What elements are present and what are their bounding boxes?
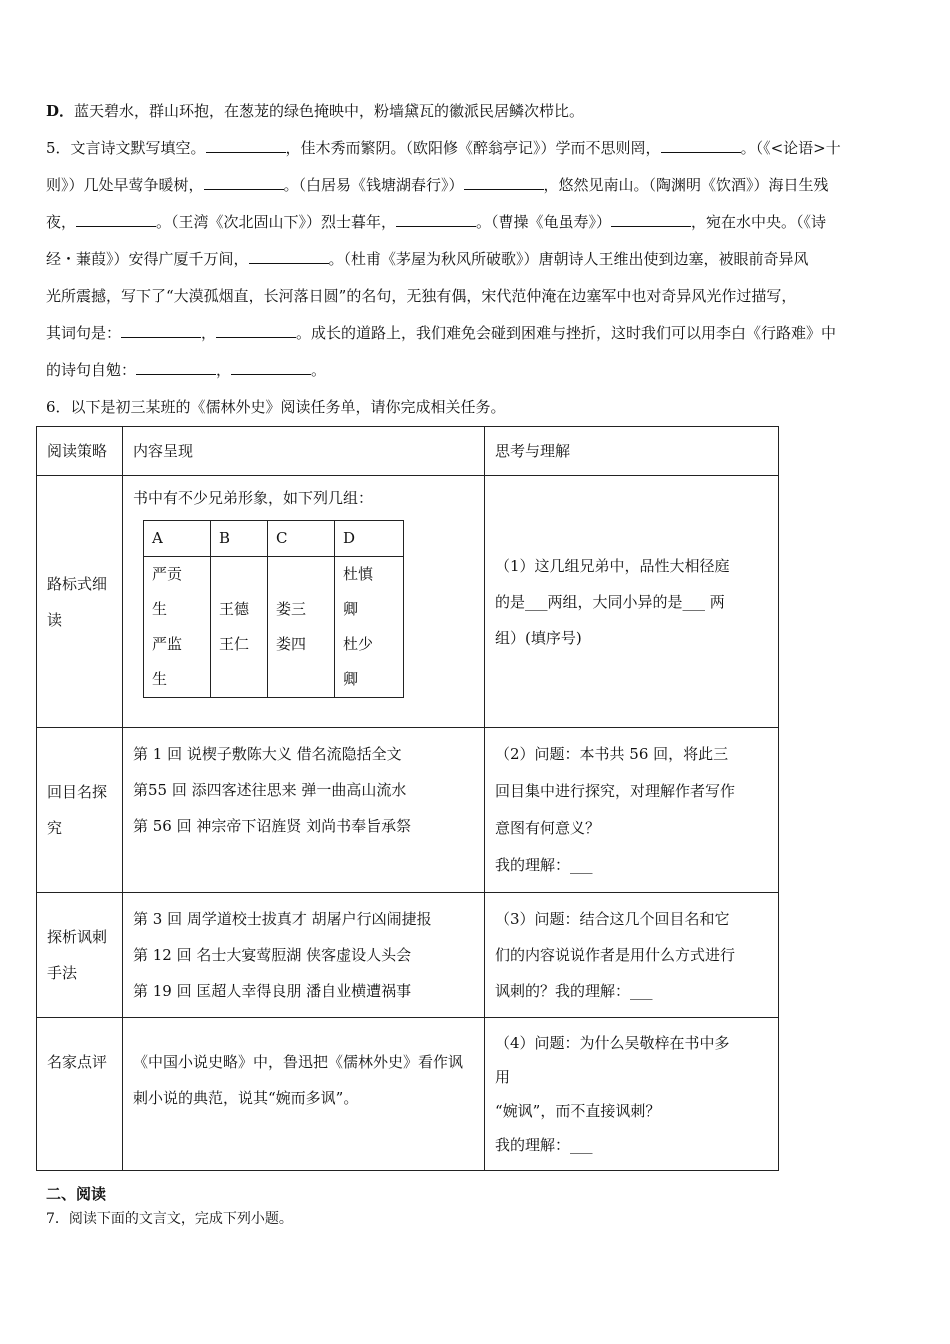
- thinking-text[interactable]: 的是___两组，大同小异的是___ 两: [495, 592, 725, 611]
- chapter-title: 第 1 回 说楔子敷陈大义 借名流隐括全文: [133, 745, 402, 763]
- section-heading: 二、阅读: [46, 1185, 107, 1203]
- answer-blank[interactable]: [136, 360, 216, 375]
- group-label: C: [268, 521, 335, 557]
- q5-line-5: [46, 286, 796, 306]
- strategy-text: 名家点评: [47, 1053, 108, 1071]
- strategy-cell: [37, 1018, 123, 1171]
- answer-blank[interactable]: [204, 175, 284, 190]
- strategy-text: 读: [47, 610, 63, 629]
- group-d-names: 杜慎 卿 杜少 卿: [335, 557, 404, 698]
- answer-blank[interactable]: [611, 212, 691, 227]
- answer-blank[interactable]: [206, 138, 286, 153]
- thinking-text: 组）(填序号): [495, 628, 582, 647]
- q5-stem: 5．文言诗文默写填空。: [46, 139, 206, 157]
- q5-text: ，悠然见南山。（陶渊明《饮酒》）海日生残: [543, 176, 829, 194]
- content-cell: [123, 1018, 485, 1171]
- chapter-title: 第 3 回 周学道校士拔真才 胡屠户行凶闹捷报: [133, 910, 432, 928]
- answer-blank[interactable]: [76, 212, 156, 227]
- option-d-line: [46, 101, 584, 121]
- table-header-row: [37, 427, 779, 476]
- strategy-text: 究: [47, 819, 63, 837]
- q7-stem: 7．阅读下面的文言文，完成下列小题。: [46, 1211, 293, 1227]
- strategy-cell: [37, 728, 123, 893]
- q5-text: 。（《<论语>十: [740, 139, 841, 157]
- thinking-text[interactable]: 讽刺的？我的理解：___: [495, 982, 653, 1000]
- q5-text: 。: [311, 361, 327, 379]
- group-label-row: [144, 521, 404, 557]
- thinking-text: “婉讽”，而不直接讽刺？: [495, 1102, 661, 1120]
- thinking-text[interactable]: 我的理解：___: [495, 856, 593, 874]
- header-content: 内容呈现: [123, 427, 485, 476]
- content-cell: [123, 476, 485, 728]
- q5-text: ，: [201, 324, 217, 342]
- q5-text: 经・蒹葭》）安得广厦千万间，: [46, 250, 249, 268]
- thinking-text[interactable]: 我的理解：___: [495, 1136, 593, 1154]
- option-d-label: D．: [46, 102, 75, 120]
- strategy-text: 手法: [47, 964, 78, 982]
- answer-blank[interactable]: [121, 323, 201, 338]
- strategy-cell: [37, 476, 123, 728]
- header-strategy: 阅读策略: [37, 427, 123, 476]
- answer-blank[interactable]: [216, 323, 296, 338]
- q5-text: 夜，: [46, 213, 77, 231]
- q5-text: 。（曹操《龟虽寿》）: [476, 213, 612, 231]
- answer-blank[interactable]: [661, 138, 741, 153]
- q5-line-6: [46, 323, 836, 343]
- q5-line-2: [46, 175, 829, 195]
- answer-blank[interactable]: [249, 249, 329, 264]
- chapter-title: 第 19 回 匡超人幸得良朋 潘自业横遭祸事: [133, 982, 412, 1000]
- q5-text: ，佳木秀而繁阴。（欧阳修《醉翁亭记》）学而不思则罔，: [285, 139, 661, 157]
- q5-text: 的诗句自勉：: [46, 361, 137, 379]
- strategy-text: 路标式细: [47, 574, 108, 593]
- q5-text: ，: [216, 361, 232, 379]
- header-thinking: 思考与理解: [485, 427, 779, 476]
- table-row-3: [37, 893, 779, 1018]
- q5-line-3: [46, 212, 826, 232]
- q5-text: 光所震撼，写下了“大漠孤烟直，长河落日圆”的名句，无独有偶，宋代范仲淹在边塞军中也对奇异风光作过描写，: [46, 287, 797, 305]
- q6-text: 6．以下是初三某班的《儒林外史》阅读任务单，请你完成相关任务。: [46, 398, 506, 416]
- q5-line-7: [46, 360, 326, 380]
- table-row-2: [37, 728, 779, 893]
- group-a-names: 严贡 生 严监 生: [144, 557, 211, 698]
- option-d-text: 蓝天碧水，群山环抱，在葱茏的绿色掩映中，粉墙黛瓦的徽派民居鳞次栉比。: [74, 102, 585, 120]
- group-c-names: 娄三 娄四: [268, 557, 335, 698]
- q5-text: 则》）几处早莺争暖树，: [46, 176, 204, 194]
- thinking-text: 们的内容说说作者是用什么方式进行: [495, 946, 736, 964]
- q5-line-1: [46, 138, 841, 158]
- thinking-text: 意图有何意义？: [495, 819, 601, 837]
- q5-text: 。（杜甫《茅屋为秋风所破歌》）唐朝诗人王维出使到边塞，被眼前奇异风: [328, 250, 809, 268]
- strategy-cell: [37, 893, 123, 1018]
- q5-text: 。成长的道路上，我们难免会碰到困难与挫折，这时我们可以用李白《行路难》中: [296, 324, 837, 342]
- q5-text: 。（王湾《次北固山下》）烈士暮年，: [156, 213, 397, 231]
- thinking-text: （4）问题：为什么吴敬梓在书中多: [495, 1034, 730, 1052]
- thinking-text: （3）问题：结合这几个回目名和它: [495, 910, 730, 928]
- thinking-text: 回目集中进行探究，对理解作者写作: [495, 782, 736, 800]
- thinking-cell: [485, 1018, 779, 1171]
- answer-blank[interactable]: [464, 175, 544, 190]
- content-cell: [123, 893, 485, 1018]
- group-label: D: [335, 521, 404, 557]
- table-row-4: [37, 1018, 779, 1171]
- thinking-cell: [485, 476, 779, 728]
- reading-task-table: [36, 426, 779, 1171]
- q5-text: 其词句是：: [46, 324, 122, 342]
- table-row-1: [37, 476, 779, 728]
- thinking-text: （1）这几组兄弟中，品性大相径庭: [495, 556, 730, 575]
- q5-text: ，宛在水中央。（《诗: [691, 213, 827, 231]
- answer-blank[interactable]: [231, 360, 311, 375]
- brother-groups-table: [143, 520, 404, 698]
- thinking-text: （2）问题：本书共 56 回，将此三: [495, 745, 729, 763]
- group-names-row: [144, 557, 404, 698]
- thinking-text: 用: [495, 1068, 511, 1086]
- critique-text: 刺小说的典范，说其“婉而多讽”。: [133, 1089, 359, 1107]
- strategy-text: 回目名探: [47, 783, 108, 801]
- chapter-title: 第55 回 添四客述往思来 弹一曲高山流水: [133, 781, 407, 799]
- answer-blank[interactable]: [396, 212, 476, 227]
- strategy-text: 探析讽刺: [47, 928, 108, 946]
- group-label: A: [144, 521, 211, 557]
- content-intro: 书中有不少兄弟形象，如下列几组：: [133, 489, 374, 507]
- chapter-title: 第 12 回 名士大宴莺脰湖 侠客虚设人头会: [133, 946, 412, 964]
- critique-text: 《中国小说史略》中，鲁迅把《儒林外史》看作讽: [133, 1053, 464, 1071]
- group-b-names: 王德 王仁: [211, 557, 268, 698]
- thinking-cell: [485, 728, 779, 893]
- thinking-cell: [485, 893, 779, 1018]
- chapter-title: 第 56 回 神宗帝下诏旌贤 刘尚书奉旨承祭: [133, 817, 412, 835]
- q5-text: 。（白居易《钱塘湖春行》）: [283, 176, 464, 194]
- q5-line-4: [46, 249, 809, 269]
- content-cell: [123, 728, 485, 893]
- group-label: B: [211, 521, 268, 557]
- q6-stem: [46, 397, 506, 417]
